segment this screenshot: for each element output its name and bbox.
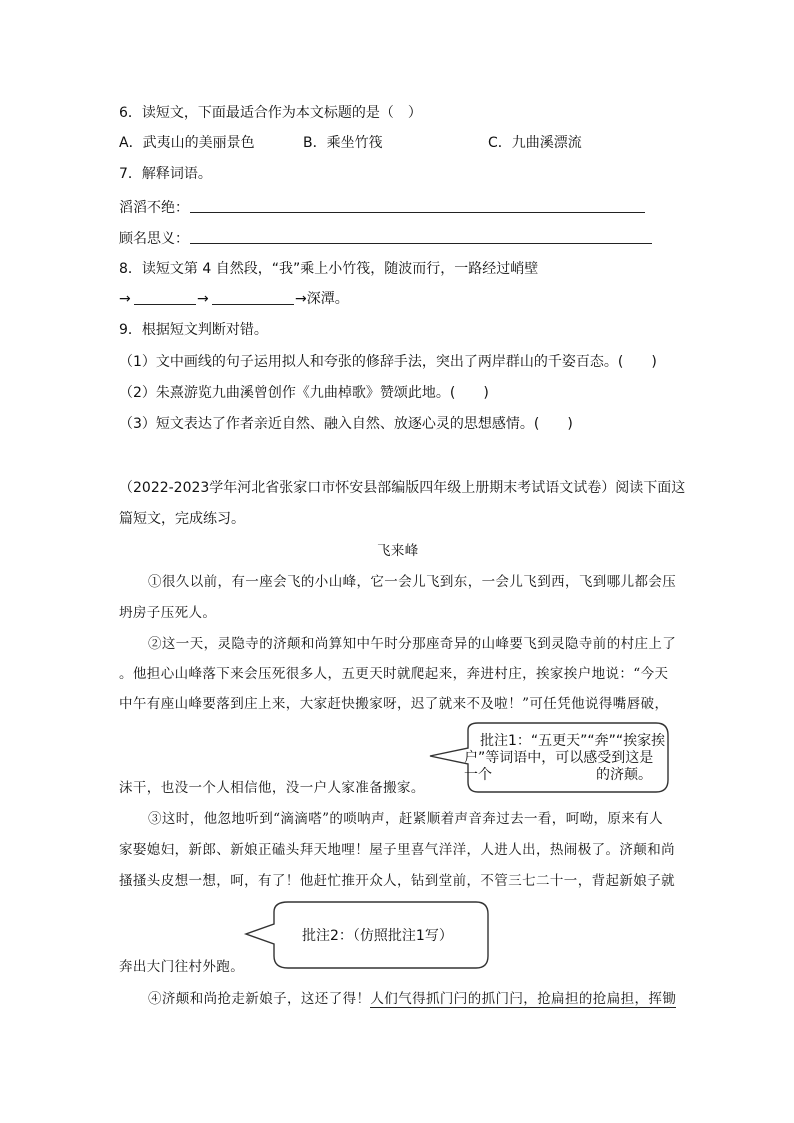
passage-p2-line2: 。他担心山峰落下来会压死很多人，五更天时就爬起来，奔进村庄，挨家挨户地说：“今天 — [119, 666, 669, 682]
q8-stem: 8．读短文第 4 自然段，“我”乘上小竹筏，随波而行，一路经过峭壁 — [119, 261, 539, 277]
passage-p1-line1: ①很久以前，有一座会飞的小山峰，它一会儿飞到东，一会儿飞到西，飞到哪儿都会压 — [148, 574, 677, 590]
passage-p2-line3: 中午有座山峰要落到庄上来，大家赶快搬家呀，迟了就来不及啦！”可任凭他说得嘴唇破， — [119, 696, 669, 712]
q6-option-b[interactable]: B．乘坐竹筏 — [303, 135, 383, 151]
passage-p4-underlined: 人们气得抓门闩的抓门闩，抢扁担的抢扁担，挥锄 — [370, 991, 677, 1007]
source-line-2: 篇短文，完成练习。 — [119, 511, 245, 527]
annotation-1-line1: 批注1：“五更天”“奔”“挨家挨 — [480, 733, 666, 749]
q8-arrow-3: →深潭。 — [295, 291, 349, 307]
passage-p3-line2: 家娶媳妇，新郎、新娘正磕头拜天地哩！屋子里喜气洋洋，人进人出，热闹极了。济颠和尚 — [119, 842, 675, 858]
q7-word1-answer-line[interactable] — [190, 212, 645, 213]
annotation-1-line2: 户”等词语中，可以感受到这是 — [464, 750, 654, 766]
q7-word2-answer-line[interactable] — [190, 243, 652, 244]
passage-p2-line1: ②这一天，灵隐寺的济颠和尚算知中午时分那座奇异的山峰要飞到灵隐寺前的村庄上了 — [148, 636, 677, 652]
passage-p3-line4: 奔出大门往村外跑。 — [119, 959, 245, 975]
passage-p3-line1: ③这时，他忽地听到“滴滴嗒”的唢呐声，赶紧顺着声音奔过去一看，呵呦，原来有人 — [148, 811, 664, 827]
source-line-1: （2022-2023学年河北省张家口市怀安县部编版四年级上册期末考试语文试卷）阅读下面这 — [119, 480, 686, 496]
q9-stem: 9．根据短文判断对错。 — [119, 322, 268, 338]
q6-option-a[interactable]: A．武夷山的美丽景色 — [119, 135, 255, 151]
passage-p4-line1 — [148, 989, 676, 1009]
q8-arrow-2: → — [197, 291, 209, 307]
q8-arrow-1: → — [119, 291, 131, 307]
passage-p3-line3: 搔搔头皮想一想，呵，有了！他赶忙推开众人，钻到堂前，不管三七二十一，背起新娘子就 — [119, 873, 675, 889]
annotation-1-line3-a: 一个 — [464, 767, 492, 783]
passage-p2-line4: 沫干，也没一个人相信他，没一户人家准备搬家。 — [119, 780, 425, 796]
q7-word1-label: 滔滔不绝： — [119, 200, 189, 216]
passage-p1-line2: 坍房子压死人。 — [119, 605, 217, 621]
q7-stem: 7．解释词语。 — [119, 166, 212, 182]
annotation-2-text: 批注2：（仿照批注1写） — [302, 928, 453, 944]
q8-blank-1[interactable] — [134, 304, 196, 305]
annotation-1-line3 — [464, 767, 652, 783]
q6-option-c[interactable]: C．九曲溪漂流 — [488, 135, 582, 151]
passage-p4-part-a: ④济颠和尚抢走新娘子，这还了得！ — [148, 991, 371, 1007]
passage-title: 飞来峰 — [377, 543, 419, 559]
q9-item-3: （3）短文表达了作者亲近自然、融入自然、放逐心灵的思想感情。( ) — [119, 416, 573, 432]
q7-word2-label: 顾名思义： — [119, 231, 189, 247]
q6-stem: 6．读短文，下面最适合作为本文标题的是（ ） — [119, 105, 422, 121]
q9-item-2: （2）朱熹游览九曲溪曾创作《九曲棹歌》赞颂此地。( ) — [119, 385, 489, 401]
q9-item-1: （1）文中画线的句子运用拟人和夸张的修辞手法，突出了两岸群山的千姿百态。( ) — [119, 354, 657, 370]
q8-blank-2[interactable] — [212, 304, 294, 305]
annotation-1-line3-b: 的济颠。 — [596, 767, 652, 783]
